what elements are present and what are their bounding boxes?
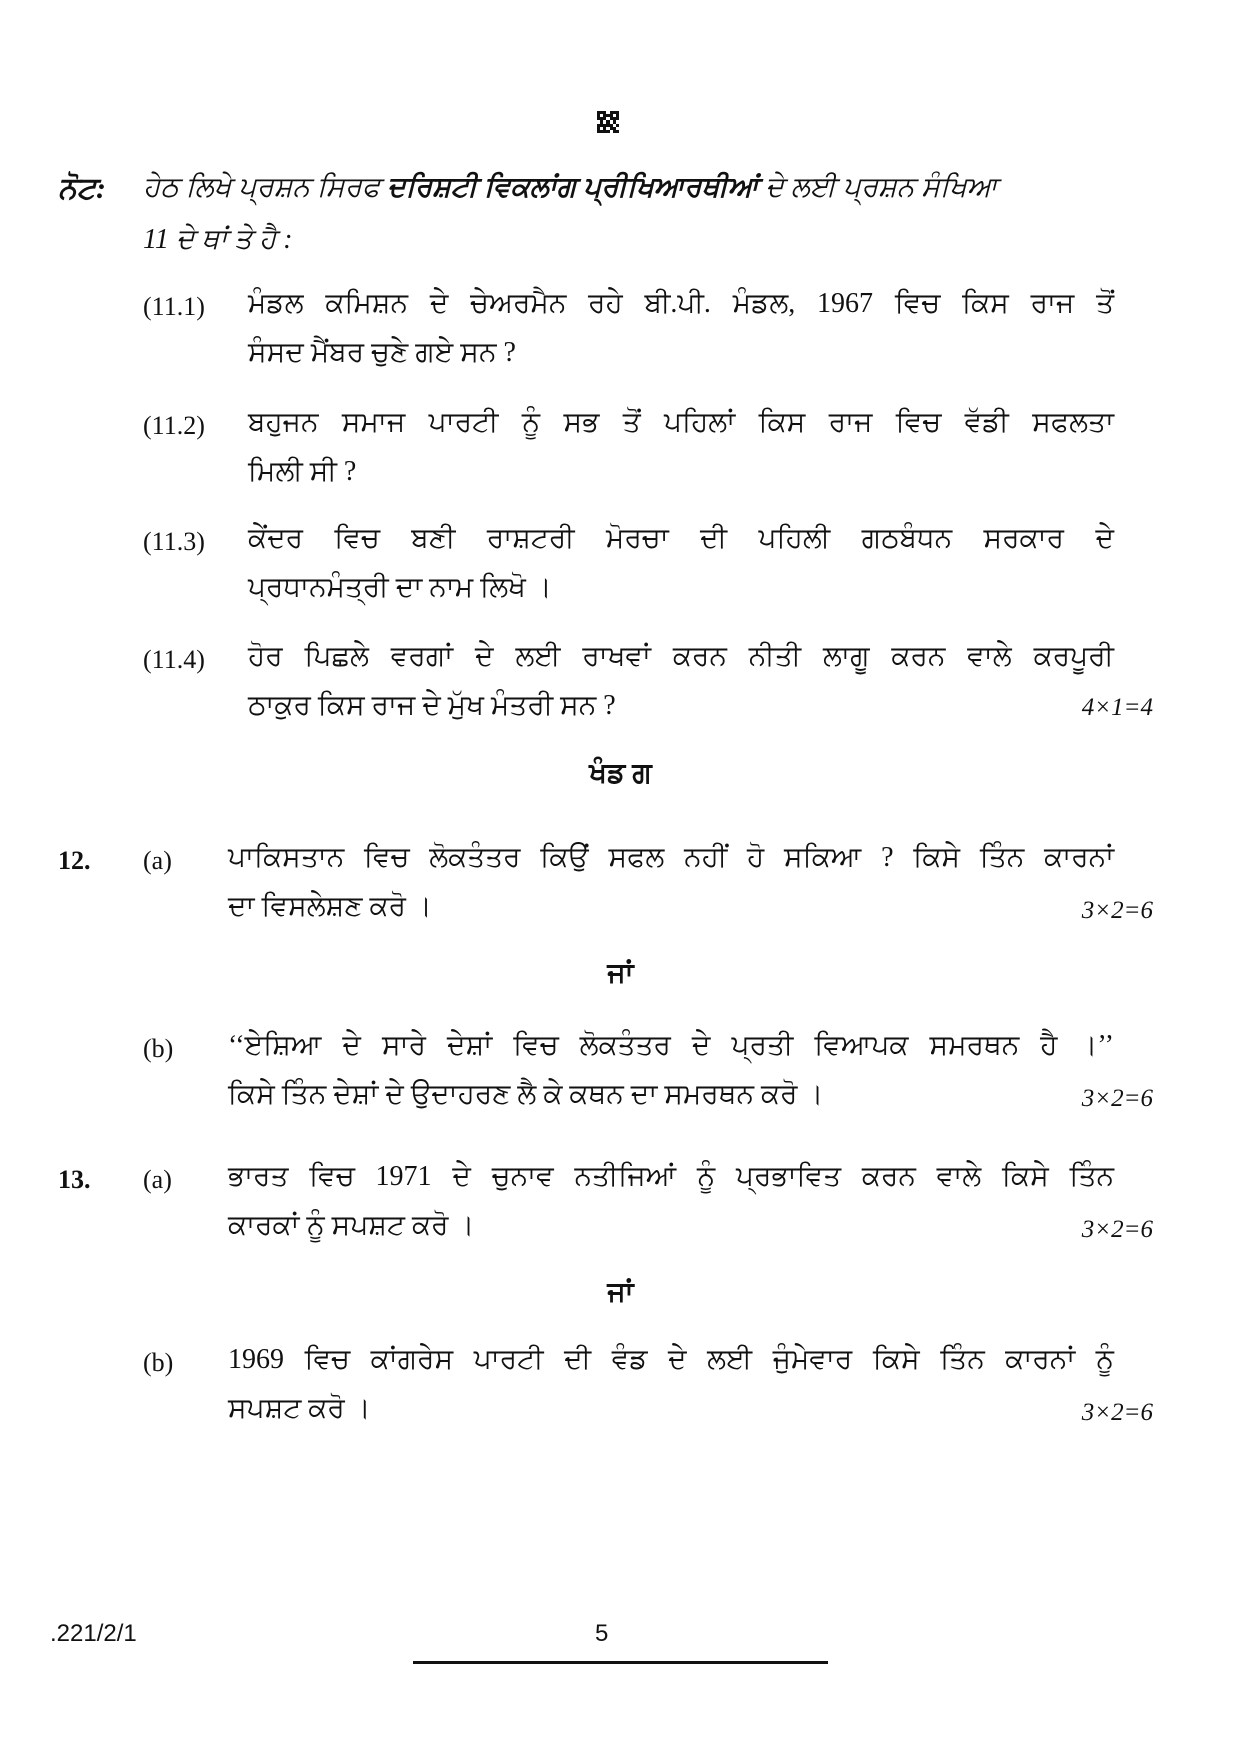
subquestion-line: ਬਹੁਜਨ ਸਮਾਜ ਪਾਰਟੀ ਨੂੰ ਸਭ ਤੋਂ ਪਹਿਲਾਂ ਕਿਸ ਰਾਜ ਵਿਚ ਵੱਡੀ ਸਫਲਤਾ (248, 407, 1114, 438)
note-line-1 (143, 172, 997, 204)
subquestion-number: (11.3) (143, 527, 205, 556)
subquestion-line: ਪ੍ਰਧਾਨਮੰਤ੍ਰੀ ਦਾ ਨਾਮ ਲਿਖੋ । (248, 572, 552, 603)
question-line: ਦਾ ਵਿਸਲੇਸ਼ਣ ਕਰੋ । (228, 891, 432, 922)
marks-label: 3×2=6 (1081, 1399, 1153, 1426)
or-divider: ਜਾਂ (607, 958, 634, 989)
question-line: ਕਿਸੇ ਤਿੰਨ ਦੇਸ਼ਾਂ ਦੇ ਉਦਾਹਰਣ ਲੈ ਕੇ ਕਥਨ ਦਾ ਸਮਰਥਨ ਕਰੋ । (228, 1079, 824, 1110)
note-text-bold: ਦਰਿਸ਼ਟੀ ਵਿਕਲਾਂਗ ਪ੍ਰੀਖਿਆਰਥੀਆਂ (387, 172, 759, 203)
subquestion-line: ਹੋਰ ਪਿਛਲੇ ਵਰਗਾਂ ਦੇ ਲਈ ਰਾਖਵਾਂ ਕਰਨ ਨੀਤੀ ਲਾਗੂ ਕਰਨ ਵਾਲੇ ਕਰਪੂਰੀ (248, 641, 1114, 672)
part-label: (b) (143, 1348, 174, 1377)
question-line: 1969 ਵਿਚ ਕਾਂਗਰੇਸ ਪਾਰਟੀ ਦੀ ਵੰਡ ਦੇ ਲਈ ਜੁੰਮੇਵਾਰ ਕਿਸੇ ਤਿੰਨ ਕਾਰਨਾਂ ਨੂੰ (228, 1344, 1114, 1375)
part-label: (b) (143, 1034, 174, 1063)
marks-label: 3×2=6 (1081, 1085, 1153, 1112)
paper-code: .221/2/1 (50, 1620, 137, 1647)
qr-code-icon (597, 111, 619, 133)
marks-label: 4×1=4 (1081, 694, 1153, 721)
question-line: ਸਪਸ਼ਟ ਕਰੋ । (228, 1393, 371, 1424)
note-label: ਨੋਟ: (58, 172, 106, 205)
section-heading: ਖੰਡ ਗ (589, 758, 652, 789)
subquestion-number: (11.1) (143, 292, 205, 321)
footer-rule (413, 1661, 828, 1664)
marks-label: 3×2=6 (1081, 1216, 1153, 1243)
subquestion-line: ਸੰਸਦ ਮੈਂਬਰ ਚੁਣੇ ਗਏ ਸਨ ? (248, 337, 516, 368)
marks-label: 3×2=6 (1081, 897, 1153, 924)
note-text-pre: ਹੇਠ ਲਿਖੇ ਪ੍ਰਸ਼ਨ ਸਿਰਫ (143, 172, 381, 203)
note-text-post: ਦੇ ਲਈ ਪ੍ਰਸ਼ਨ ਸੰਖਿਆ (765, 172, 998, 203)
subquestion-line: ਕੇਂਦਰ ਵਿਚ ਬਣੀ ਰਾਸ਼ਟਰੀ ਮੋਰਚਾ ਦੀ ਪਹਿਲੀ ਗਠਬੰਧਨ ਸਰਕਾਰ ਦੇ (248, 523, 1114, 554)
note-line-2: 11 ਦੇ ਥਾਂ ਤੇ ਹੈ : (143, 224, 293, 255)
part-label: (a) (143, 846, 172, 875)
question-line: ਪਾਕਿਸਤਾਨ ਵਿਚ ਲੋਕਤੰਤਰ ਕਿਉਂ ਸਫਲ ਨਹੀਂ ਹੋ ਸਕਿਆ ? ਕਿਸੇ ਤਿੰਨ ਕਾਰਨਾਂ (228, 842, 1114, 873)
question-line: ਭਾਰਤ ਵਿਚ 1971 ਦੇ ਚੁਨਾਵ ਨਤੀਜਿਆਂ ਨੂੰ ਪ੍ਰਭਾਵਿਤ ਕਰਨ ਵਾਲੇ ਕਿਸੇ ਤਿੰਨ (228, 1161, 1114, 1192)
subquestion-number: (11.4) (143, 645, 205, 674)
part-label: (a) (143, 1165, 172, 1194)
question-number: 13. (58, 1165, 91, 1194)
question-line: ਕਾਰਕਾਂ ਨੂੰ ਸਪਸ਼ਟ ਕਰੋ । (228, 1210, 475, 1241)
subquestion-line: ਠਾਕੁਰ ਕਿਸ ਰਾਜ ਦੇ ਮੁੱਖ ਮੰਤਰੀ ਸਨ ? (248, 690, 616, 721)
question-line: ‘‘ਏਸ਼ਿਆ ਦੇ ਸਾਰੇ ਦੇਸ਼ਾਂ ਵਿਚ ਲੋਕਤੰਤਰ ਦੇ ਪ੍ਰਤੀ ਵਿਆਪਕ ਸਮਰਥਨ ਹੈ ।’’ (228, 1030, 1114, 1061)
subquestion-line: ਮਿਲੀ ਸੀ ? (248, 456, 357, 487)
page-number: 5 (595, 1620, 609, 1647)
subquestion-line: ਮੰਡਲ ਕਮਿਸ਼ਨ ਦੇ ਚੇਅਰਮੈਨ ਰਹੇ ਬੀ.ਪੀ. ਮੰਡਲ, 1967 ਵਿਚ ਕਿਸ ਰਾਜ ਤੋਂ (248, 288, 1114, 319)
or-divider: ਜਾਂ (607, 1277, 634, 1308)
subquestion-number: (11.2) (143, 411, 205, 440)
question-number: 12. (58, 846, 91, 875)
